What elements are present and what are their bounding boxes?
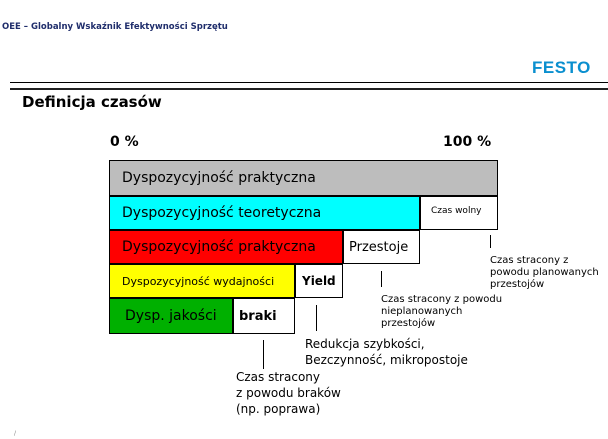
scale-end-label: 100 % <box>443 134 492 150</box>
header-divider <box>10 82 608 83</box>
loss-downtime <box>343 230 420 264</box>
connector-line <box>381 271 382 287</box>
header-divider-thick <box>10 88 608 90</box>
header-title: OEE – Globalny Wskaźnik Efektywności Sprzętu <box>2 22 228 32</box>
loss-scrap <box>233 298 295 334</box>
bar-label: Dysp. jakości <box>125 308 217 324</box>
loss-yield <box>295 264 343 298</box>
bar-theoretical-availability <box>109 196 420 230</box>
note-speed-loss <box>305 336 468 368</box>
connector-line <box>490 235 491 248</box>
connector-line <box>316 305 317 331</box>
note-line: przestojów <box>490 279 545 290</box>
bar-label: Dyspozycyjność praktyczna <box>122 170 316 186</box>
note-scrap-loss <box>236 369 341 417</box>
bar-practical-availability-2 <box>109 230 343 264</box>
loss-label: braki <box>239 308 277 324</box>
note-line: Czas stracony z <box>490 255 569 266</box>
loss-idle-time <box>420 196 498 230</box>
note-line: Czas stracony <box>236 370 320 384</box>
bar-practical-availability <box>109 160 498 196</box>
note-unplanned-downtime <box>381 294 502 330</box>
note-line: nieplanowanych <box>381 306 463 317</box>
bar-label: Dyspozycyjność teoretyczna <box>122 205 322 221</box>
section-title: Definicja czasów <box>22 93 162 111</box>
note-line: Redukcja szybkości, <box>305 337 425 351</box>
bar-quality-availability <box>109 298 233 334</box>
scale-start-label: 0 % <box>110 134 139 150</box>
note-line: przestojów <box>381 318 436 329</box>
loss-label: Czas wolny <box>431 206 482 216</box>
note-line: (np. poprawa) <box>236 402 321 416</box>
note-line: powodu planowanych <box>490 267 599 278</box>
note-planned-downtime <box>490 255 599 291</box>
bar-label: Dyspozycyjność wydajności <box>122 274 275 288</box>
note-line: z powodu braków <box>236 386 341 400</box>
bar-label: Dyspozycyjność praktyczna <box>122 239 316 255</box>
note-line: Czas stracony z powodu <box>381 294 503 305</box>
festo-logo: FESTO <box>532 58 591 77</box>
page-marker: / <box>14 430 17 437</box>
loss-label: Yield <box>302 274 336 288</box>
connector-line <box>263 340 264 369</box>
bar-performance-availability <box>109 264 295 298</box>
note-line: Bezczynność, mikropostoje <box>305 353 468 367</box>
loss-label: Przestoje <box>349 239 409 255</box>
